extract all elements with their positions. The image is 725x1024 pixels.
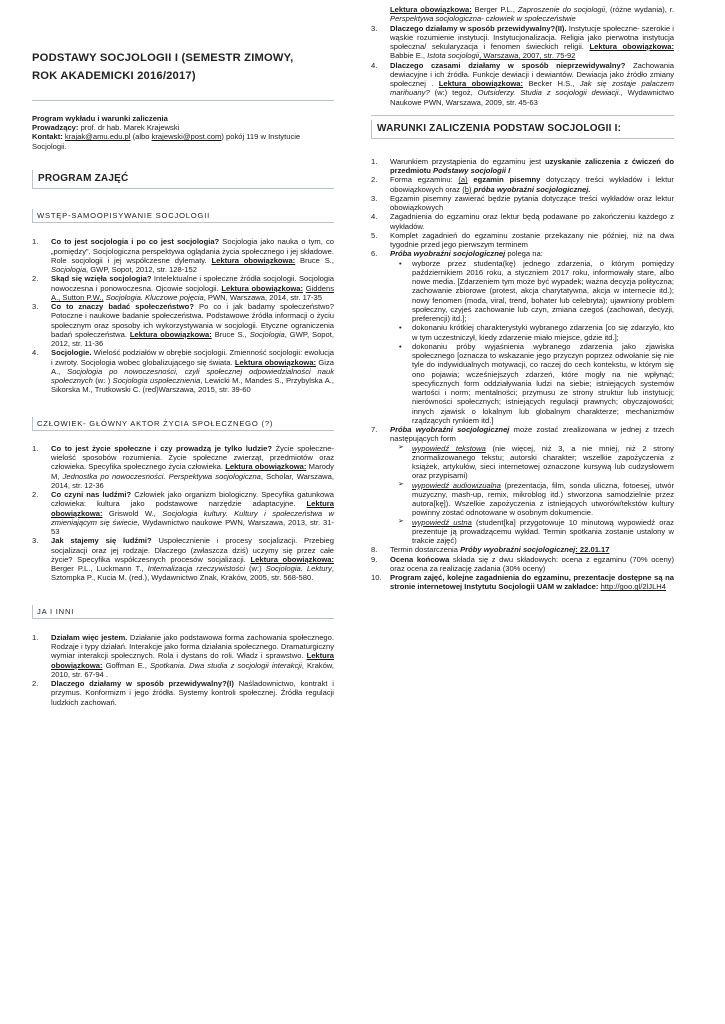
list-item [32,490,334,536]
reading-details: , (różne wydania), r. [605,5,674,14]
reading-details: , GWP, Sopot, 2012, str. 11-36 [51,329,334,349]
reading-title: Internalizacja rzeczywistości [147,564,245,574]
reading-title: Jak się zostaje palaczem marihuany? [390,79,674,98]
reading-label: Lektura obowiązkowa: [234,357,317,367]
lecturer-name: prof. dr hab. Marek Krajewski [80,123,180,133]
item-question: Działam więc jestem. [51,632,128,642]
item-text: Życie społeczne- wielość sposobów rozumienia. Życie społeczne zwierząt, przedmiotów oraz człowieka. Specyfika społecznego życia człowieka. [51,443,334,472]
form-option [390,518,674,546]
imagination-test: Próba wyobraźni socjologicznej [390,249,506,259]
item-question: Co to jest socjologia i po co jest socjologia? [51,237,220,247]
reading-details: , Sztompka P., Kucia M. (red.), Wydawnictwo Znak, Kraków, 2005, str. 568-580. [51,564,334,583]
reading-label: Lektura obowiązkowa: [51,651,334,670]
condition-text: Komplet zagadnień do egzaminu zostanie przekazany nie później, niż na dwa tygodnie przed jego pierwszym terminem [390,230,674,250]
item-question: Skąd się wzięła socjologia? [51,274,152,284]
list-item [32,237,334,274]
form-name: wypowiedź audiowizualna [412,480,501,490]
condition-text: Zagadnienia do egzaminu oraz lektur będą podawane po zakończeniu każdego z wykładów. [390,212,674,231]
conditions-divider [371,115,674,116]
item-number: 1. [32,632,39,642]
program-label: Program wykładu i warunki zaliczenia [32,113,168,123]
reading-title: Socjologia. Kluczowe pojęcia [105,292,204,302]
reading-volume: Outsiderzy. Studia z socjologii dewiacji. [477,88,621,98]
item-number: 4. [371,212,378,222]
lecturer-label: Prowadzący: [32,123,79,133]
condition-text: Forma egzaminu: [390,175,453,185]
list-item [32,302,334,348]
condition-item [371,249,674,425]
condition-item [371,175,674,194]
reading-author: Goffman E., [105,660,147,670]
condition-item [371,212,674,231]
item-text: Uspołecznienie i procesy socjalizacji. Przebieg socjalizacji oraz jej rodzaje. Dlaczego (zwłaszcza dziś) uczymy się przez całe życie? Specyfika współczesnych procesów socjalizacji. [51,536,334,564]
item-number: 3. [371,193,378,203]
task-step: • dokonaniu krótkiej charakterystyki wybranego zdarzenia [co się zdarzyło, kto w tym uczestniczył, kiedy zdarzenie miało miejsce, gdzie itd.]; [390,323,674,342]
reading-in: (w:) tegoż, [434,88,473,98]
right-column [371,0,674,592]
form-option [390,481,674,518]
item-number: 1. [371,156,378,166]
reading-author: Becker H.S., [528,79,575,88]
section-self-others-list [32,633,334,707]
item-number: 7. [371,425,378,435]
task-steps-list [390,259,674,426]
continued-reading [371,5,674,24]
reading-title: Zaproszenie do socjologii [517,5,606,14]
form-name: wypowiedź tekstowa [412,443,486,453]
reading-label: Lektura obowiązkowa: [129,329,212,339]
title-divider [32,100,334,101]
item-number: 4. [371,60,378,70]
reading-title: Jednostka po nowoczesności. Perspektywa socjologiczna [62,471,261,481]
reading-label: Lektura obowiązkowa: [221,283,304,293]
condition-bold: Program zajęć, kolejne zagadnienia do egzaminu, prezentacje dostępne są na stronie internetowej Instytutu Socjologii UAM w zakładce: [390,573,674,592]
reading-details: , Wydawnictwo Naukowe PWN, Warszawa, 2009, str. 45-63 [390,88,674,107]
title-line-1: PODSTAWY SOCJOLOGII I (SEMESTR ZIMOWY, [32,52,294,64]
option-a: (a) [458,175,468,185]
form-option [390,444,674,481]
list-item [371,61,674,107]
condition-text: Warunkiem przystąpienia do egzaminu jest [390,156,542,166]
form-description: (nie więcej, niż 3, a nie mniej, niż 2 strony znormalizowanego tekstu; autorski charakter; wszelkie zapożyczenia z książek, artykułów, sieci internetowej oznaczone kursywą lub cudzysłowem oraz przypisami) [412,443,674,481]
contact-mid: (albo [132,132,150,142]
condition-item [371,231,674,250]
item-number: 1. [32,237,39,247]
item-text: Naśladownictwo, kontrakt i przymus. Konformizm i jego źródła. Systemy kontroli społecznej. Źródła regulacji ludzkich zachowań. [51,679,334,707]
condition-text: dotyczący treści wykładów i lektur obowiązkowych oraz [390,175,674,194]
item-question: Jak stajemy się ludźmi? [51,536,152,546]
title-line-2: ROK AKADEMICKI 2016/2017) [32,69,196,82]
reading-title: Socjologia [51,265,87,275]
condition-item [371,194,674,213]
form-description: (prezentacja, film, sonda uliczna, fotoesej, utwór muzyczny, mash-up, remix, mikroblog itd.) stworzona samodzielnie przez autora[kę]). Wszelkie zapożyczenia z istniejących utworów/tekstów kultury powinny zostać odnotowane w osobnym dokumencie. [412,480,674,518]
conditions-heading: WARUNKI ZALICZENIA PODSTAW SOCJOLOGII I: [371,120,674,139]
lecturer-line [32,123,334,132]
item-text: Wielość podziałów w obrębie socjologii. Zmienność socjologii: ewolucja i zwroty. Socjologia wobec globalizującego się świata. [51,348,334,367]
item-number: 2. [371,175,378,185]
imagination-test: próba wyobraźni socjologicznej. [473,184,591,194]
item-number: 5. [371,230,378,240]
section-heading-human: CZŁOWIEK- GŁÓWNY AKTOR ŻYCIA SPOŁECZNEGO (?) [32,417,334,431]
course-info [32,114,334,151]
section-intro-list [32,237,334,394]
reading-in: (w: ) [95,376,111,386]
condition-item [371,545,674,554]
reading-label: Lektura obowiązkowa: [51,499,334,518]
left-column [32,0,334,707]
condition-text: składa się z dwu składowych: ocena z egzaminu (70% oceny) oraz ocena za realizację zadania (30% oceny) [390,554,674,573]
reading-author: Griswold W., [108,508,156,518]
item-text: Instytucje społeczne- szerokie i wąskie rozumienie instytucji. Instytucjonalizacja. Religia jako pierwotna instytucja społeczna/ sekularyzacja i fenomen świeckich religii. [390,23,674,51]
course-name: Podstawy socjologii I [433,166,511,176]
website-link[interactable]: http://goo.gl/2lJLH4 [600,582,666,592]
contact-label: Kontakt: [32,132,63,142]
reading-details: , Scholar, Warszawa, 2014, str. 12-36 [51,471,334,490]
list-item [32,444,334,490]
item-number: 6. [371,249,378,259]
reading-details: , Lewicki M., Mandes S., Przybylska A., Sikorska M., Trutkowski C. (red)Warszawa, 2015, str. 39-60 [51,376,335,395]
reading-author: Giza A., [51,357,334,376]
reading-chapter: Perspektywa socjologiczna- człowiek w społeczeństwie [390,14,576,24]
item-number: 1. [32,443,39,453]
item-number: 3. [32,302,39,312]
form-description: (student[ka] przygotowuje 10 minutową wypowiedź oraz prezentuje ją prowadzącemu wykład. Termin spotkania zostanie ustalony w trakcie zajęć) [412,517,674,546]
condition-text: może zostać zrealizowana w jednej z trzech następujących form [390,425,674,444]
reading-details: , Kraków, 2010, str. 67-94 . [51,660,334,679]
contact-line [32,132,334,151]
document-title [32,50,334,86]
item-text: Intelektualne i społeczne źródła socjologii. Socjologia nowoczesna i ponowoczesna. Ojcowie socjologii. [51,274,334,293]
option-b: (b) [462,184,472,194]
conditions-list [371,157,674,592]
condition-bold: uzyskanie zaliczenia z ćwiczeń do przedmiotu [390,156,674,176]
list-item [32,679,334,707]
item-question: Co czyni nas ludźmi? [51,490,132,500]
reading-title: Istota socjologii [427,51,480,61]
list-item [32,536,334,582]
condition-text: Egzamin pisemny zawierać będzie pytania dotyczące treści wykładów oraz lektur obowiązkowych [390,193,674,213]
reading-label: Lektura obowiązkowa: [211,255,296,265]
reading-details: , Wydawnictwo naukowe PWN, Warszawa, 2013, str. 31-53 [51,517,334,537]
item-number: 2. [32,490,39,500]
reading-title: Socjologia kultury. Kultury i społeczeństwa w zmieniającym się świecie [51,508,334,527]
email-link-secondary[interactable]: krajewski@post.com [151,132,222,142]
email-link-primary[interactable]: krajak@amu.edu.pl [64,132,131,142]
section-heading-self-others: JA I INNI [32,605,334,619]
item-text: Socjologia jako nauka o tym, co „pomiędzy”. Socjologiczna perspektywa oglądania życia społecznego i jej składowe. Role socjologii i jej współczesne dylematy. [51,237,334,265]
reading-volume: Socjologia. Lektury [265,564,332,574]
item-question: Dlaczego czasami działamy w sposób nieprzewidywalny? [390,60,626,70]
reading-title: Socjologia [249,329,285,339]
form-name: wypowiedź ustna [412,517,472,527]
reading-volume: Socjologia uspołecznienia [112,376,201,386]
reading-author: Giddens A., Sutton P.W., [51,283,334,302]
list-item [371,24,674,61]
item-question: Co to jest życie społeczne i czy prowadzą je tylko ludzie? [51,443,272,453]
condition-item [371,157,674,176]
deadline-date: : 22.01.17 [575,545,610,555]
item-text: Działanie jako podstawowa forma zachowania społecznego. Rodzaje i typy działań. Interakcje jako forma działania społecznego. Dramaturgiczny wymiar interakcji społecznych. Rola i dystans do roli. Władz i sprawstwo. [51,632,334,661]
item-question: Socjologie. [51,348,92,358]
item-number: 4. [32,348,39,358]
written-exam: egzamin pisemny [473,175,541,185]
item-number: 8. [371,545,378,555]
reading-details: , PWN, Warszawa, 2014, str. 17-35 [203,292,322,302]
reading-author: Berger P.L., Luckmann T., [51,564,144,574]
reading-label: Lektura obowiązkowa: [438,79,524,88]
item-number: 3. [371,23,378,33]
final-grade-label: Ocena końcowa [390,554,450,564]
imagination-test: Próby wyobraźni socjologicznej [460,545,576,555]
item-number: 3. [32,536,39,546]
condition-text: polega na: [507,249,543,259]
item-number: 10. [371,573,382,583]
condition-item [371,425,674,545]
reading-details: , GWP, Sopot, 2012, str. 128-152 [86,265,197,275]
reading-title: Socjologia po nowoczesności, czyli społecznej odpowiedzialności nauk społecznych [51,366,334,386]
condition-text: Termin dostarczenia [390,545,458,555]
reading-title: Spotkania. Dwa studia z socjologii interakcji [150,660,302,670]
task-step: • dokonaniu próby wyjaśnienia wybranego zdarzenia jako zjawiska społecznego [oznacza to wskazanie jego przyczyn poprzez odwołanie się nie tyle do indywidualnych motywacji, co raczej do cech kontekstu, w którym się ono pojawia; wcześniejszych zdarzeń, które mogły na nie wpłynąć; specyficznych form oddziaływania ludzi na siebie; istniejących systemów wartości i norm; mentalności; przymusu ze strony struktur lub instytucji; nierówności społecznych; istniejących regulacji prawnych; obyczajowości; innych zjawisk o lokalnym lub globalnym charakterze; mechanizmów rządzących rynkiem itd.] [390,342,674,425]
reading-author: Marody M, [51,462,334,481]
forms-list [390,444,674,546]
item-number: 2. [32,679,39,689]
continued-list [371,24,674,107]
item-number: 2. [32,274,39,284]
item-text: Człowiek jako organizm biologiczny. Specyfika gatunkowa człowieka: kultura jako podstawowe narzędzie adaptacyjne. [51,490,334,509]
reading-label: Lektura obowiązkowa: [225,462,307,472]
imagination-test: Próba wyobraźni socjologicznej [390,425,510,435]
condition-item [371,555,674,574]
contact-rest: ) pokój 119 w Instytucie Socjologii. [32,132,301,151]
reading-author: Bruce S., [300,255,334,265]
reading-author: Berger P.L., [474,5,515,14]
section-heading-intro: WSTĘP-SAMOOPISYWANIE SOCJOLOGII [32,209,334,223]
item-question: Co to znaczy badać społeczeństwo? [51,302,194,312]
reading-details: , Warszawa, 2007, str. 75-92 [479,51,576,61]
section-human-list [32,444,334,583]
condition-item [371,573,674,592]
list-item [32,633,334,679]
program-heading: PROGRAM ZAJĘĆ [32,170,334,189]
reading-label: Lektura obowiązkowa: [390,5,472,14]
reading-author: Bruce S., [214,329,247,339]
list-item [32,348,334,394]
reading-label: Lektura obowiązkowa: [589,42,675,51]
item-question: Dlaczego działamy w sposób przewidywalny?(I) [51,679,234,689]
reading-in: (w:) [248,564,262,574]
list-item [32,274,334,302]
reading-author: Babbie E., [390,51,426,61]
item-text: Zachowania dewiacyjne i ich źródła. Funkcje dewiacji i dewiantów. Dewiacja jako źródło zmiany społecznej . [390,60,674,88]
item-text: Po co i jak badamy społeczeństwo? Potoczne i naukowe badanie społeczeństwa. Podstawowe źródła informacji o życiu społecznym oraz sposoby ich wykorzystywania w socjologii. Etyczne ograniczenia badań społeczeństwa. [51,302,334,339]
reading-label: Lektura obowiązkowa: [250,554,334,564]
item-question: Dlaczego działamy w sposób przewidywalny?(II). [390,23,567,33]
task-step: • wyborze przez studenta(kę) jednego zdarzenia, o którym pomiędzy październikiem 2016 roku, a styczniem 2017 roku, informowały stare, albo nowe media. [Zdarzeniem tym może być wypadek; ważna decyzja polityczna; zachowanie zbiorowe (protest, akcja charytatywna, akcja w internecie itd.); nowy fenomen (moda, viral, trend, bohater lub celebryta); ujawniony problem społeczny, czyjeś zachowanie lub czyn, zmiana czegoś (zachowań, decyzji, preferencji) itd.]; [390,259,674,324]
item-number: 9. [371,554,378,564]
